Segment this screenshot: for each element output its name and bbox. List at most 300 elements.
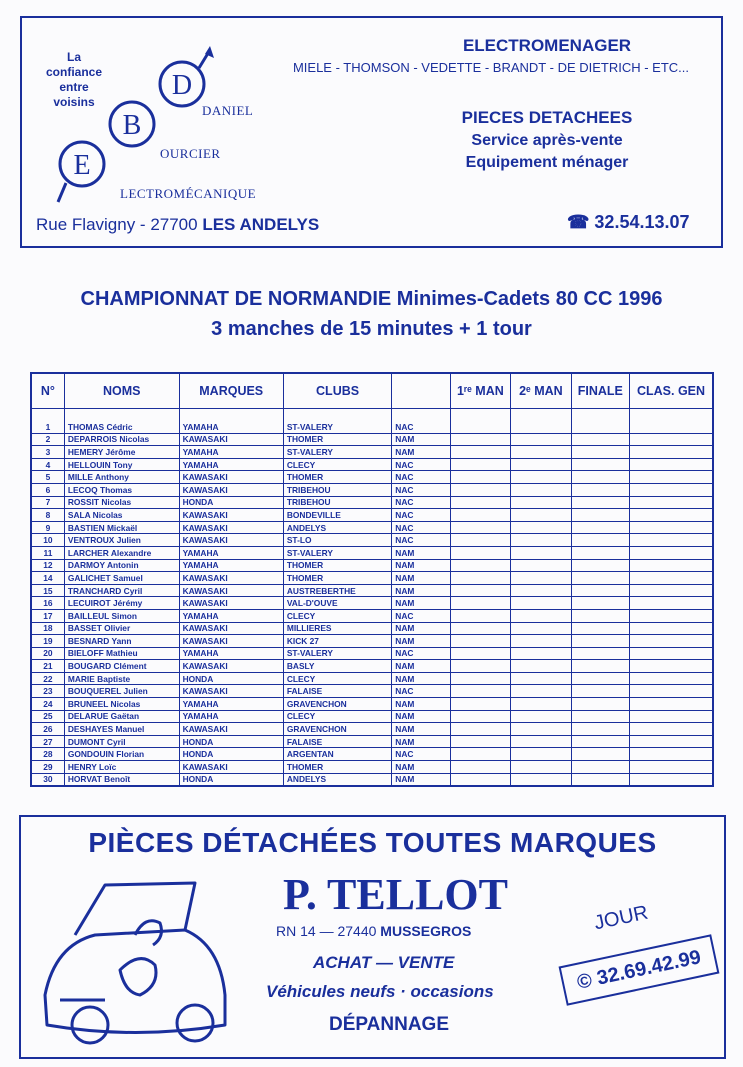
cell-1re-man xyxy=(450,559,510,572)
cell-clas-gen xyxy=(630,735,714,748)
cell-1re-man xyxy=(450,458,510,471)
cell-finale xyxy=(571,483,629,496)
cell-brand: KAWASAKI xyxy=(179,584,283,597)
cell-name: DELARUE Gaëtan xyxy=(64,710,179,723)
cell-brand: HONDA xyxy=(179,672,283,685)
cell-2e-man xyxy=(511,609,571,622)
logo-letter-e: E xyxy=(73,150,91,181)
table-row xyxy=(31,534,713,547)
cell-2e-man xyxy=(511,584,571,597)
cell-brand: KAWASAKI xyxy=(179,483,283,496)
cell-club: BASLY xyxy=(283,660,391,673)
cell-1re-man xyxy=(450,622,510,635)
cell-num: 11 xyxy=(31,546,64,559)
table-row xyxy=(31,748,713,761)
cell-finale xyxy=(571,672,629,685)
cell-category: NAC xyxy=(392,409,450,434)
cell-name: LECOQ Thomas xyxy=(64,483,179,496)
cell-num: 9 xyxy=(31,521,64,534)
cell-num: 6 xyxy=(31,483,64,496)
cell-club: AUSTREBERTHE xyxy=(283,584,391,597)
cell-1re-man xyxy=(450,773,510,786)
cell-clas-gen xyxy=(630,698,714,711)
phone-number: ☎ 32.54.13.07 xyxy=(567,212,690,232)
cell-club: CLECY xyxy=(283,710,391,723)
cell-num: 29 xyxy=(31,761,64,774)
table-header xyxy=(31,373,713,409)
mechanic-car-icon xyxy=(35,875,235,1045)
header-col-2e-man: 2ᵉ MAN xyxy=(511,373,571,409)
cell-clas-gen xyxy=(630,597,714,610)
cell-1re-man xyxy=(450,748,510,761)
cell-brand: HONDA xyxy=(179,748,283,761)
championship-title: CHAMPIONNAT DE NORMANDIE Minimes-Cadets 80 CC 1996 xyxy=(80,288,663,310)
cell-club: GRAVENCHON xyxy=(283,698,391,711)
cell-club: TRIBEHOU xyxy=(283,496,391,509)
table-row xyxy=(31,723,713,736)
table-row xyxy=(31,559,713,572)
cell-2e-man xyxy=(511,483,571,496)
cell-name: DEPARROIS Nicolas xyxy=(64,433,179,446)
cell-1re-man xyxy=(450,534,510,547)
cell-club: CLECY xyxy=(283,609,391,622)
cell-1re-man xyxy=(450,672,510,685)
cell-name: LECUIROT Jérémy xyxy=(64,597,179,610)
cell-name: HELLOUIN Tony xyxy=(64,458,179,471)
cell-1re-man xyxy=(450,660,510,673)
cell-finale xyxy=(571,735,629,748)
cell-name: MILLE Anthony xyxy=(64,471,179,484)
header-col-marques: MARQUES xyxy=(179,373,283,409)
cell-category: NAM xyxy=(392,433,450,446)
cell-name: BASTIEN Mickaël xyxy=(64,521,179,534)
cell-1re-man xyxy=(450,597,510,610)
cell-2e-man xyxy=(511,773,571,786)
cell-clas-gen xyxy=(630,559,714,572)
cell-brand: KAWASAKI xyxy=(179,433,283,446)
cell-clas-gen xyxy=(630,773,714,786)
cell-brand: KAWASAKI xyxy=(179,622,283,635)
table-row xyxy=(31,635,713,648)
table-row xyxy=(31,446,713,459)
cell-num: 10 xyxy=(31,534,64,547)
cell-club: KICK 27 xyxy=(283,635,391,648)
cell-1re-man xyxy=(450,433,510,446)
cell-2e-man xyxy=(511,546,571,559)
cell-2e-man xyxy=(511,446,571,459)
cell-name: BESNARD Yann xyxy=(64,635,179,648)
cell-category: NAC xyxy=(392,496,450,509)
cell-2e-man xyxy=(511,433,571,446)
cell-1re-man xyxy=(450,647,510,660)
cell-finale xyxy=(571,546,629,559)
cell-brand: YAMAHA xyxy=(179,609,283,622)
cell-1re-man xyxy=(450,483,510,496)
cell-brand: KAWASAKI xyxy=(179,509,283,522)
cell-2e-man xyxy=(511,458,571,471)
cell-club: ANDELYS xyxy=(283,773,391,786)
cell-finale xyxy=(571,635,629,648)
cell-category: NAM xyxy=(392,572,450,585)
cell-1re-man xyxy=(450,609,510,622)
jour-label: JOUR xyxy=(592,901,651,935)
cell-brand: YAMAHA xyxy=(179,559,283,572)
cell-num: 21 xyxy=(31,660,64,673)
cell-clas-gen xyxy=(630,483,714,496)
table-row xyxy=(31,471,713,484)
cell-clas-gen xyxy=(630,710,714,723)
cell-club: THOMER xyxy=(283,572,391,585)
cell-brand: KAWASAKI xyxy=(179,521,283,534)
header-col-1re-man: 1ʳᵉ MAN xyxy=(450,373,510,409)
cell-brand: KAWASAKI xyxy=(179,635,283,648)
table-row xyxy=(31,735,713,748)
cell-brand: YAMAHA xyxy=(179,409,283,434)
cell-clas-gen xyxy=(630,723,714,736)
logo-word-daniel: DANIEL xyxy=(202,103,254,118)
cell-num: 20 xyxy=(31,647,64,660)
cell-2e-man xyxy=(511,660,571,673)
cell-finale xyxy=(571,773,629,786)
cell-name: GALICHET Samuel xyxy=(64,572,179,585)
cell-2e-man xyxy=(511,672,571,685)
cell-name: TRANCHARD Cyril xyxy=(64,584,179,597)
cell-name: BOUQUEREL Julien xyxy=(64,685,179,698)
table-row xyxy=(31,458,713,471)
header-col-noms: NOMS xyxy=(64,373,179,409)
cell-2e-man xyxy=(511,572,571,585)
table-row xyxy=(31,710,713,723)
cell-finale xyxy=(571,534,629,547)
cell-category: NAM xyxy=(392,735,450,748)
cell-brand: KAWASAKI xyxy=(179,685,283,698)
cell-finale xyxy=(571,761,629,774)
cell-1re-man xyxy=(450,685,510,698)
cell-name: LARCHER Alexandre xyxy=(64,546,179,559)
cell-name: MARIE Baptiste xyxy=(64,672,179,685)
depannage-text: DÉPANNAGE xyxy=(329,1014,449,1035)
cell-clas-gen xyxy=(630,496,714,509)
table-row xyxy=(31,521,713,534)
ad-heading: ELECTROMENAGER xyxy=(462,36,632,55)
cell-category: NAM xyxy=(392,723,450,736)
cell-finale xyxy=(571,572,629,585)
cell-club: ST-VALERY xyxy=(283,446,391,459)
cell-num: 22 xyxy=(31,672,64,685)
table-row xyxy=(31,773,713,786)
cell-clas-gen xyxy=(630,748,714,761)
cell-brand: YAMAHA xyxy=(179,546,283,559)
cell-clas-gen xyxy=(630,433,714,446)
cell-finale xyxy=(571,660,629,673)
cell-category: NAM xyxy=(392,559,450,572)
cell-finale xyxy=(571,521,629,534)
cell-category: NAC xyxy=(392,521,450,534)
vehicles-text: Véhicules neufs · occasions xyxy=(266,982,494,1001)
table-row xyxy=(31,647,713,660)
cell-category: NAC xyxy=(392,647,450,660)
cell-name: THOMAS Cédric xyxy=(64,409,179,434)
table-row xyxy=(31,584,713,597)
cell-clas-gen xyxy=(630,572,714,585)
cell-brand: YAMAHA xyxy=(179,446,283,459)
cell-clas-gen xyxy=(630,471,714,484)
cell-clas-gen xyxy=(630,635,714,648)
cell-1re-man xyxy=(450,584,510,597)
cell-category: NAM xyxy=(392,773,450,786)
cell-2e-man xyxy=(511,647,571,660)
cell-num: 4 xyxy=(31,458,64,471)
cell-2e-man xyxy=(511,685,571,698)
cell-num: 28 xyxy=(31,748,64,761)
table-row xyxy=(31,672,713,685)
cell-1re-man xyxy=(450,546,510,559)
cell-1re-man xyxy=(450,735,510,748)
cell-2e-man xyxy=(511,622,571,635)
cell-category: NAC xyxy=(392,534,450,547)
cell-num: 30 xyxy=(31,773,64,786)
cell-clas-gen xyxy=(630,546,714,559)
cell-num: 2 xyxy=(31,433,64,446)
cell-2e-man xyxy=(511,748,571,761)
cell-club: THOMER xyxy=(283,433,391,446)
cell-brand: KAWASAKI xyxy=(179,471,283,484)
cell-category: NAC xyxy=(392,685,450,698)
cell-category: NAM xyxy=(392,597,450,610)
table-row xyxy=(31,496,713,509)
cell-finale xyxy=(571,622,629,635)
cell-club: THOMER xyxy=(283,761,391,774)
cell-num: 8 xyxy=(31,509,64,522)
cell-name: DARMOY Antonin xyxy=(64,559,179,572)
cell-finale xyxy=(571,433,629,446)
cell-2e-man xyxy=(511,710,571,723)
cell-finale xyxy=(571,647,629,660)
cell-1re-man xyxy=(450,509,510,522)
cell-club: GRAVENCHON xyxy=(283,723,391,736)
cell-brand: KAWASAKI xyxy=(179,534,283,547)
cell-name: DUMONT Cyril xyxy=(64,735,179,748)
table-row xyxy=(31,509,713,522)
company-name: P. TELLOT xyxy=(283,870,509,919)
cell-brand: HONDA xyxy=(179,735,283,748)
cell-finale xyxy=(571,748,629,761)
cell-1re-man xyxy=(450,710,510,723)
address: RN 14 — 27440 MUSSEGROS xyxy=(276,923,472,939)
cell-category: NAC xyxy=(392,609,450,622)
cell-num: 7 xyxy=(31,496,64,509)
cell-club: ST-VALERY xyxy=(283,546,391,559)
cell-2e-man xyxy=(511,471,571,484)
cell-category: NAC xyxy=(392,509,450,522)
cell-finale xyxy=(571,471,629,484)
logo-letter-b: B xyxy=(122,110,142,141)
results-table xyxy=(30,372,714,787)
cell-finale xyxy=(571,685,629,698)
cell-name: HEMERY Jérôme xyxy=(64,446,179,459)
advertisement-ebd xyxy=(20,16,723,248)
cell-finale xyxy=(571,496,629,509)
cell-1re-man xyxy=(450,471,510,484)
cell-1re-man xyxy=(450,698,510,711)
cell-2e-man xyxy=(511,635,571,648)
cell-brand: KAWASAKI xyxy=(179,723,283,736)
cell-category: NAC xyxy=(392,748,450,761)
cell-club: VAL-D'OUVE xyxy=(283,597,391,610)
cell-num: 24 xyxy=(31,698,64,711)
cell-category: NAM xyxy=(392,546,450,559)
cell-club: THOMER xyxy=(283,471,391,484)
cell-brand: YAMAHA xyxy=(179,647,283,660)
cell-category: NAM xyxy=(392,698,450,711)
cell-2e-man xyxy=(511,597,571,610)
cell-name: BRUNEEL Nicolas xyxy=(64,698,179,711)
cell-name: SALA Nicolas xyxy=(64,509,179,522)
service-text: Service après-vente xyxy=(471,132,623,149)
cell-num: 23 xyxy=(31,685,64,698)
cell-finale xyxy=(571,723,629,736)
cell-brand: KAWASAKI xyxy=(179,660,283,673)
cell-2e-man xyxy=(511,521,571,534)
cell-clas-gen xyxy=(630,458,714,471)
table-row xyxy=(31,660,713,673)
cell-category: NAM xyxy=(392,584,450,597)
equipment-text: Equipement ménager xyxy=(465,154,629,171)
table-row xyxy=(31,572,713,585)
cell-2e-man xyxy=(511,761,571,774)
cell-clas-gen xyxy=(630,509,714,522)
achat-vente: ACHAT — VENTE xyxy=(313,953,455,972)
cell-1re-man xyxy=(450,761,510,774)
table-row xyxy=(31,698,713,711)
cell-finale xyxy=(571,584,629,597)
cell-club: FALAISE xyxy=(283,685,391,698)
cell-name: VENTROUX Julien xyxy=(64,534,179,547)
cell-1re-man xyxy=(450,572,510,585)
cell-finale xyxy=(571,609,629,622)
table-row xyxy=(31,597,713,610)
cell-club: CLECY xyxy=(283,458,391,471)
cell-finale xyxy=(571,559,629,572)
cell-num: 25 xyxy=(31,710,64,723)
address: Rue Flavigny - 27700 LES ANDELYS xyxy=(36,215,320,234)
cell-name: DESHAYES Manuel xyxy=(64,723,179,736)
cell-finale xyxy=(571,446,629,459)
cell-brand: KAWASAKI xyxy=(179,597,283,610)
cell-club: ST-VALERY xyxy=(283,409,391,434)
cell-category: NAM xyxy=(392,761,450,774)
cell-2e-man xyxy=(511,534,571,547)
cell-name: HENRY Loïc xyxy=(64,761,179,774)
logo-word-ourcier: OURCIER xyxy=(160,146,221,161)
cell-num: 16 xyxy=(31,597,64,610)
cell-finale xyxy=(571,710,629,723)
table-row xyxy=(31,483,713,496)
cell-finale xyxy=(571,597,629,610)
header-col-clubs: CLUBS xyxy=(283,373,391,409)
cell-club: TRIBEHOU xyxy=(283,483,391,496)
cell-name: BAILLEUL Simon xyxy=(64,609,179,622)
cell-1re-man xyxy=(450,723,510,736)
cell-name: BIELOFF Mathieu xyxy=(64,647,179,660)
cell-brand: HONDA xyxy=(179,773,283,786)
cell-brand: HONDA xyxy=(179,496,283,509)
cell-name: BASSET Olivier xyxy=(64,622,179,635)
table-row xyxy=(31,685,713,698)
cell-finale xyxy=(571,409,629,434)
cell-clas-gen xyxy=(630,672,714,685)
cell-2e-man xyxy=(511,496,571,509)
cell-2e-man xyxy=(511,698,571,711)
table-row xyxy=(31,609,713,622)
cell-category: NAM xyxy=(392,622,450,635)
cell-name: BOUGARD Clément xyxy=(64,660,179,673)
cell-num: 3 xyxy=(31,446,64,459)
cell-category: NAC xyxy=(392,483,450,496)
table-row xyxy=(31,433,713,446)
cell-club: FALAISE xyxy=(283,735,391,748)
logo-word-lectromecanique: LECTROMÉCANIQUE xyxy=(120,186,257,201)
cell-num: 19 xyxy=(31,635,64,648)
cell-clas-gen xyxy=(630,761,714,774)
cell-num: 18 xyxy=(31,622,64,635)
table-row xyxy=(31,761,713,774)
cell-name: GONDOUIN Florian xyxy=(64,748,179,761)
cell-finale xyxy=(571,698,629,711)
cell-club: ST-LO xyxy=(283,534,391,547)
header-col-num: N° xyxy=(31,373,64,409)
cell-category: NAM xyxy=(392,672,450,685)
cell-num: 5 xyxy=(31,471,64,484)
cell-num: 12 xyxy=(31,559,64,572)
table-row xyxy=(31,409,713,434)
header-col-clas-gen: CLAS. GEN xyxy=(630,373,714,409)
header-col-finale: FINALE xyxy=(571,373,629,409)
brands-list: MIELE - THOMSON - VEDETTE - BRANDT - DE DIETRICH - ETC... xyxy=(292,60,690,75)
tagline: La confiance entre voisins xyxy=(45,50,102,109)
cell-1re-man xyxy=(450,635,510,648)
cell-club: ANDELYS xyxy=(283,521,391,534)
advertisement-tellot xyxy=(19,815,726,1059)
cell-category: NAM xyxy=(392,710,450,723)
header-col-category xyxy=(392,373,450,409)
cell-clas-gen xyxy=(630,534,714,547)
cell-category: NAM xyxy=(392,635,450,648)
cell-clas-gen xyxy=(630,622,714,635)
cell-2e-man xyxy=(511,509,571,522)
cell-category: NAM xyxy=(392,660,450,673)
cell-clas-gen xyxy=(630,609,714,622)
cell-brand: YAMAHA xyxy=(179,710,283,723)
cell-num: 1 xyxy=(31,409,64,434)
cell-club: THOMER xyxy=(283,559,391,572)
cell-2e-man xyxy=(511,559,571,572)
cell-finale xyxy=(571,509,629,522)
cell-clas-gen xyxy=(630,660,714,673)
table-body xyxy=(31,409,713,787)
cell-club: BONDEVILLE xyxy=(283,509,391,522)
table-row xyxy=(31,622,713,635)
table-row xyxy=(31,546,713,559)
cell-clas-gen xyxy=(630,446,714,459)
cell-category: NAC xyxy=(392,471,450,484)
cell-2e-man xyxy=(511,723,571,736)
cell-brand: KAWASAKI xyxy=(179,761,283,774)
cell-clas-gen xyxy=(630,521,714,534)
cell-1re-man xyxy=(450,521,510,534)
cell-1re-man xyxy=(450,409,510,434)
cell-name: HORVAT Benoît xyxy=(64,773,179,786)
